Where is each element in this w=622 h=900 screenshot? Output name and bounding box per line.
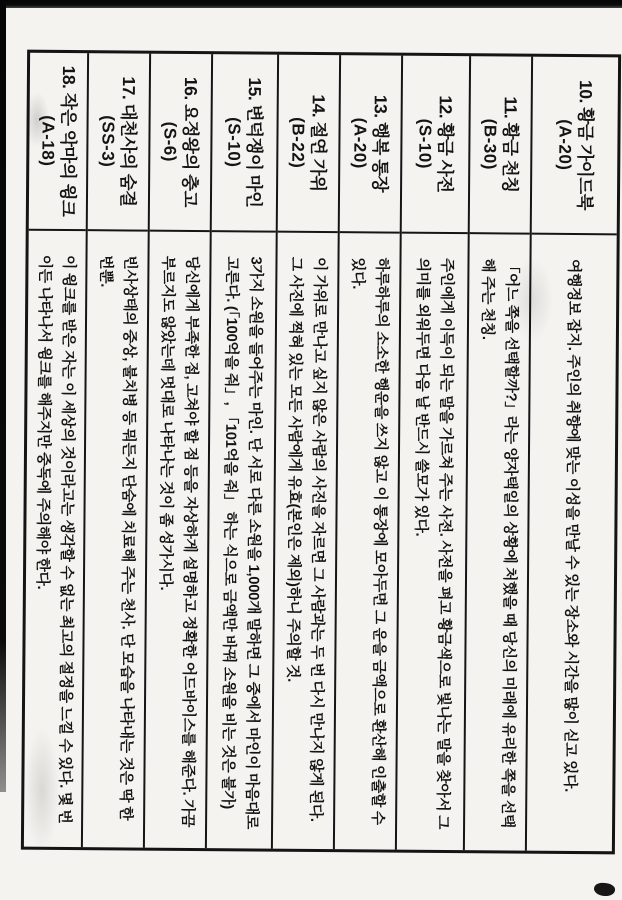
item-description: 당신에게 부족한 점, 고쳐야 할 점 등을 자상하게 설명하고 정확한 어드바이스를 해준다. 가끔 부르지도 않았는데 멋대로 나타나는 것이 좀 성가시다.: [156, 255, 200, 828]
item-description: 하루하루의 소소한 행운을 쓰지 않고 이 통장에 모아두면 그 운을 금액으로 환산해 인출할 수 있다.: [349, 257, 390, 825]
item-code: (B-30): [480, 118, 501, 170]
item-description-cell: [207, 232, 276, 848]
item-description-cell: [145, 232, 210, 848]
item-title-cell: [29, 53, 87, 231]
table-row: [333, 55, 401, 849]
item-description: 3가지 소원을 들어주는 마인. 단 서로 다른 소원을 1,000개 말하면 그 중에서 마인이 마음대로 고른다. (「100억을 줘」, 「101억을 줘」 하는 식으로 금액만 바꿔 소원을 비는 것은 불가): [219, 256, 264, 830]
item-title: 16. 요정왕의 충고: [180, 76, 202, 208]
item-description-cell: [527, 235, 617, 852]
item-description: 이 윙크를 받은 자는 이 세상의 것이라고는 생각할 수 없는 최고의 절정을 느낄 수 있다. 몇 번이든 나타나서 윙크를 해주지만 중독에 주의해야 한다.: [34, 254, 78, 824]
table-row: [24, 53, 87, 847]
item-code: (B-22): [288, 117, 309, 169]
table-row: [463, 56, 531, 850]
item-title: 17. 대천사의 숨결: [118, 76, 140, 207]
table-row: [81, 53, 149, 847]
item-code: (A-20): [555, 119, 575, 171]
item-description-cell: [335, 233, 400, 849]
item-description-cell: [273, 233, 338, 849]
table-row: [205, 54, 277, 848]
item-code: (SS-3): [98, 115, 119, 168]
item-description: 주인에게 이득이 되는 말을 가르쳐 주는 사전. 사전을 펴고 황금색으로 빛나는 말을 찾아서 그 의미를 외워두면 다음 날 반드시 쓸모가 있다.: [412, 257, 455, 830]
item-description: 빈사상태의 중상, 불치병 등 뭐든지 단숨에 치료해 주는 천사. 단 모습을 나타내는 것은 딱 한 번뿐.: [97, 255, 138, 821]
item-title: 18. 작은 악마의 윙크: [57, 65, 80, 217]
table-row: [395, 56, 469, 851]
item-title-cell: [212, 54, 277, 232]
item-description: 이 가위로 만나고 싶지 않은 사람의 사진을 자르면 그 사람과는 두 번 다시 만나지 않게 된다. 그 사진에 찍혀 있는 모든 사람에게 유효(본인은 제외)하니 주의할 것.: [284, 256, 328, 822]
scan-border-artifact-bottom: [0, 0, 6, 792]
item-description: 여행정보 잡지. 주인의 취향에 맞는 이성을 만날 수 있는 장소와 시간을 많이 싣고 있다.: [561, 258, 583, 792]
item-title-cell: [88, 53, 149, 231]
item-code: (A-20): [350, 117, 371, 169]
scan-smudge-artifact: [593, 882, 616, 898]
item-title: 15. 변덕쟁이 마인: [244, 77, 266, 208]
item-title-cell: [532, 57, 618, 236]
item-title-cell: [278, 55, 339, 233]
item-title-cell: [402, 56, 469, 235]
table-row: [525, 57, 618, 852]
item-title: 13. 행복 통장: [370, 94, 392, 193]
item-title-cell: [150, 54, 211, 232]
item-description-cell: [397, 234, 468, 850]
table-row: [143, 54, 211, 848]
item-code: (S-6): [160, 121, 181, 163]
item-description-cell: [24, 231, 86, 847]
item-description: 「어느 쪽을 선택할까?」라는 양자택일의 상황에 처했을 때 당신의 미래에 유리한 쪽을 선택해 주는 천칭.: [478, 258, 520, 828]
item-title-cell: [340, 55, 401, 233]
item-code: (A-18): [38, 115, 58, 167]
scan-border-artifact-left: [0, 0, 622, 8]
item-title: 12. 황금 사전: [435, 95, 457, 193]
item-description-cell: [465, 234, 530, 850]
item-description-cell: [83, 231, 148, 847]
table-row: [271, 55, 339, 849]
item-title-cell: [470, 56, 531, 234]
item-title: 11. 황금 천칭: [500, 96, 522, 193]
item-code: (S-10): [415, 118, 436, 169]
item-title: 14. 절연 가위: [308, 94, 330, 192]
item-title: 10. 황금 가이드북: [574, 79, 596, 211]
item-table: [21, 50, 621, 855]
item-code: (S-10): [224, 117, 245, 168]
